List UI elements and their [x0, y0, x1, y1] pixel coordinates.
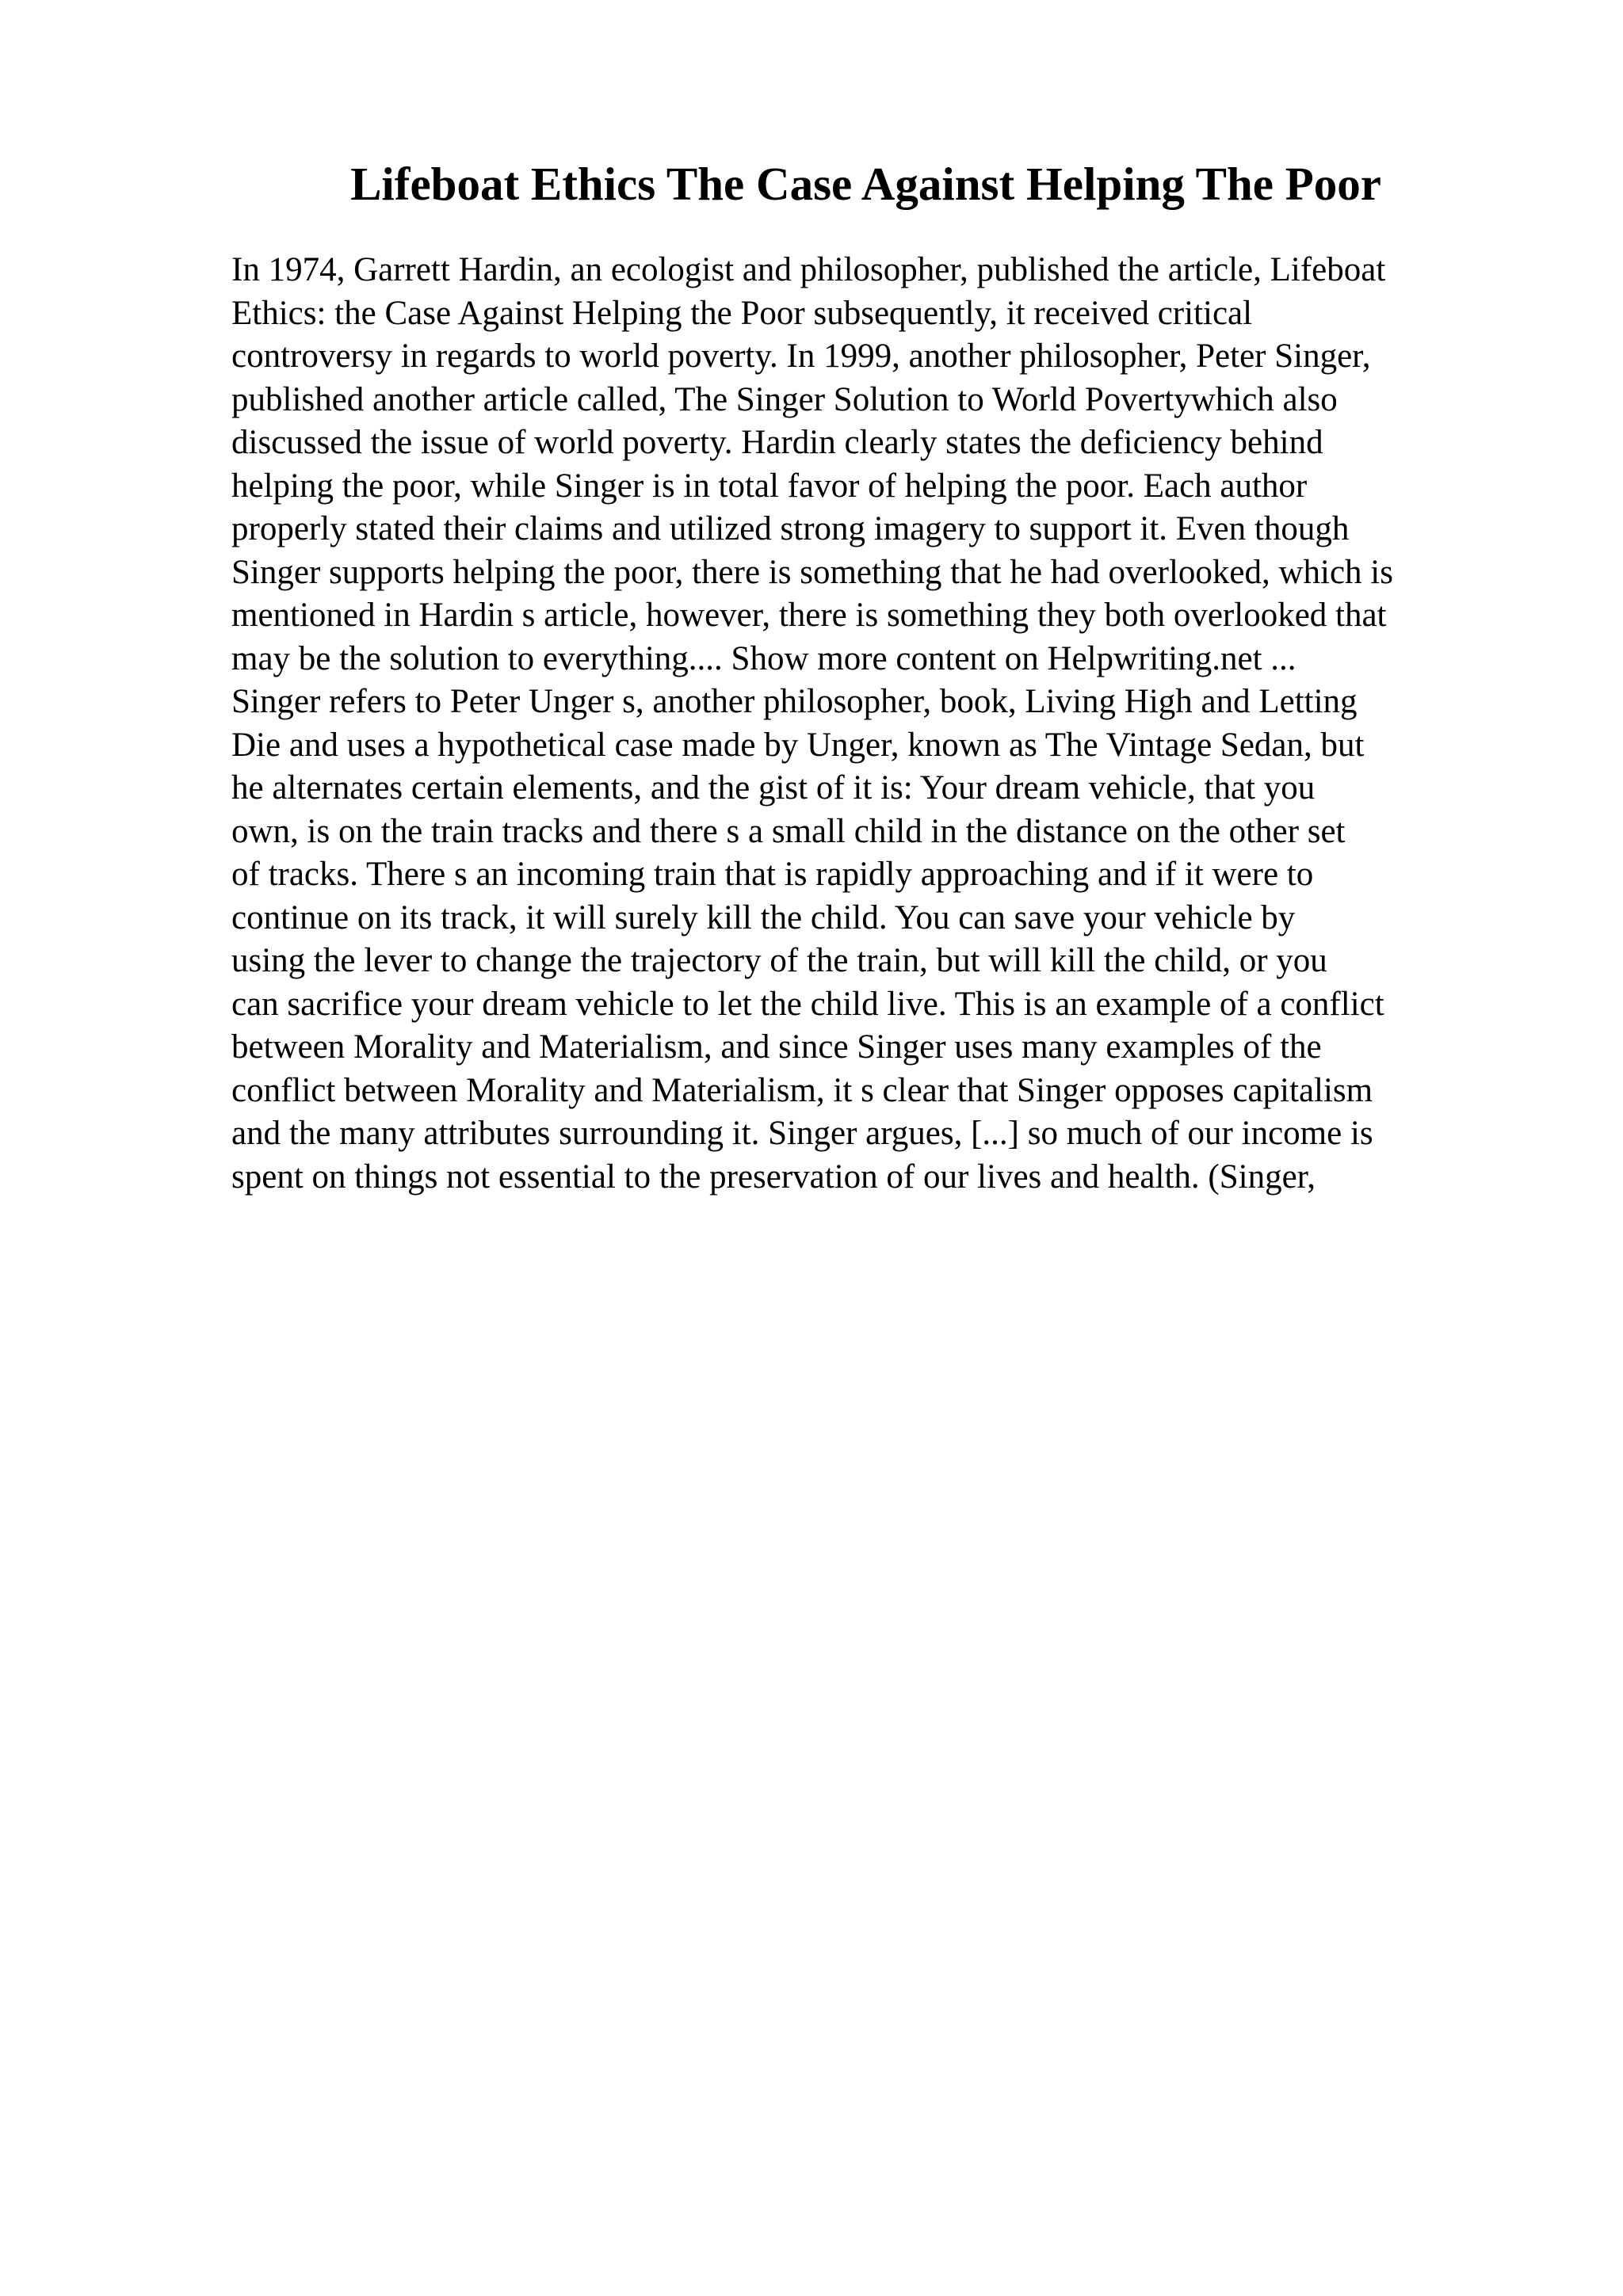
body-line: Singer refers to Peter Unger s, another philosopher, book, Living High and Letting	[231, 683, 1358, 720]
body-line: controversy in regards to world poverty. In 1999, another philosopher, Peter Singer,	[231, 338, 1371, 375]
body-line: published another article called, The Singer Solution to World Povertywhich also	[231, 380, 1338, 418]
body-line: In 1974, Garrett Hardin, an ecologist and philosopher, published the article, Lifeboat	[231, 251, 1386, 288]
body-line: properly stated their claims and utilized strong imagery to support it. Even though	[231, 510, 1350, 547]
body-line: continue on its track, it will surely kill the child. You can save your vehicle by	[231, 898, 1296, 936]
body-line: discussed the issue of world poverty. Hardin clearly states the deficiency behind	[231, 424, 1323, 461]
body-line: he alternates certain elements, and the gist of it is: Your dream vehicle, that you	[231, 769, 1316, 807]
body-line: using the lever to change the trajectory of the train, but will kill the child, or you	[231, 942, 1327, 979]
body-line: mentioned in Hardin s article, however, there is something they both overlooked that	[231, 597, 1387, 634]
body-line: between Morality and Materialism, and since Singer uses many examples of the	[231, 1028, 1322, 1066]
document-body	[231, 249, 1594, 1199]
body-line: helping the poor, while Singer is in total favor of helping the poor. Each author	[231, 467, 1308, 505]
document-title: Lifeboat Ethics The Case Against Helping The Poor	[350, 158, 1381, 210]
body-line: Ethics: the Case Against Helping the Poor subsequently, it received critical	[231, 294, 1253, 332]
body-line: Die and uses a hypothetical case made by Unger, known as The Vintage Sedan, but	[231, 726, 1365, 764]
body-line: can sacrifice your dream vehicle to let the child live. This is an example of a conflict	[231, 985, 1384, 1023]
body-line: may be the solution to everything.... Show more content on Helpwriting.net ...	[231, 639, 1296, 677]
body-line: conflict between Morality and Materialism, it s clear that Singer opposes capitalism	[231, 1071, 1373, 1109]
body-line: of tracks. There s an incoming train that is rapidly approaching and if it were to	[231, 856, 1314, 893]
body-line: spent on things not essential to the preservation of our lives and health. (Singer,	[231, 1158, 1316, 1196]
body-line: own, is on the train tracks and there s a small child in the distance on the other set	[231, 812, 1346, 850]
body-line: Singer supports helping the poor, there is something that he had overlooked, which is	[231, 553, 1393, 591]
body-line: and the many attributes surrounding it. Singer argues, [...] so much of our income is	[231, 1115, 1373, 1152]
